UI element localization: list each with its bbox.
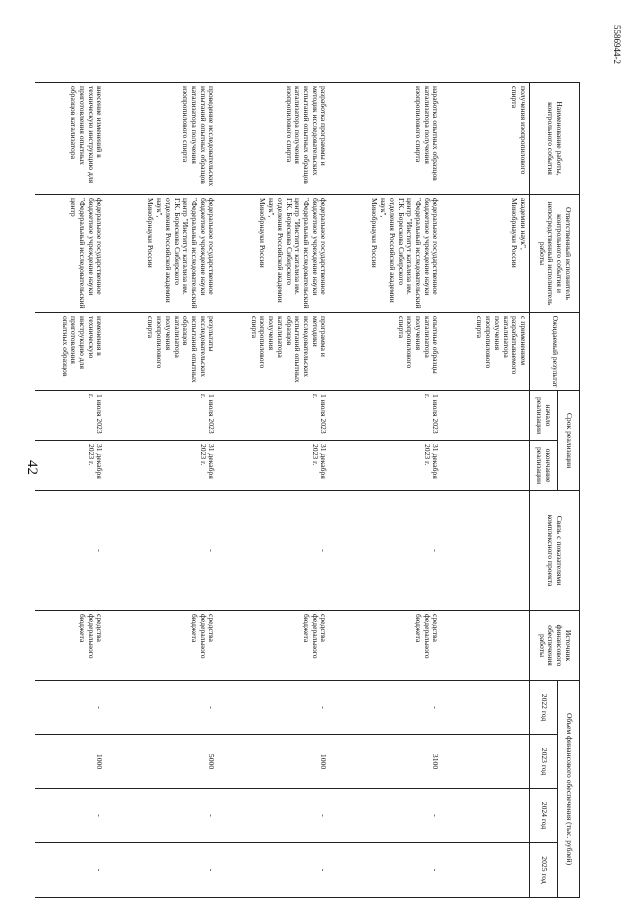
cell-2022: -	[330, 681, 442, 735]
cell-name: получения изопропилового спирта	[442, 83, 530, 195]
cell-2022: -	[218, 681, 330, 735]
header-2023: 2023 год	[530, 735, 558, 789]
cell-source: средства федерального бюджета	[106, 611, 218, 681]
cell-name: разработка программы и методик исследовательских испытаний опытных образцов катализатора получения изопропилового спирта	[218, 83, 330, 195]
cell-2025: -	[36, 843, 106, 898]
header-2022: 2022 год	[530, 681, 558, 735]
cell-result: результаты исследовательских испытаний опытных образцов катализатора получения изопропилового спирта	[106, 313, 218, 391]
cell-end: 31 декабря 2023 г.	[106, 441, 218, 491]
header-funding: Объем финансового обеспечения (тыс. рублей)	[558, 681, 580, 898]
cell-start: 1 июля 2023 г.	[218, 391, 330, 441]
cell-result: с применением разрабатываемого катализатора получения изопропилового спирта	[442, 313, 530, 391]
cell-source	[442, 611, 530, 681]
cell-end: 31 декабря 2023 г.	[330, 441, 442, 491]
cell-result: программа и методики исследовательских испытаний опытных образцов катализатора получения изопропилового спирта	[218, 313, 330, 391]
cell-2023: 1000	[218, 735, 330, 789]
cell-responsible: федеральное государственное бюджетное учреждение науки "Федеральный исследовательский центр "Институт катализа им. Г.К. Борескова Сибирского отделения Российской академии наук", Минобрнауки России	[218, 195, 330, 313]
cell-start: 1 июля 2023 г.	[36, 391, 106, 441]
cell-2023: 3100	[330, 735, 442, 789]
cell-2024: -	[106, 789, 218, 843]
cell-link: -	[36, 491, 106, 611]
cell-link: -	[330, 491, 442, 611]
table-header	[530, 83, 580, 898]
cell-result: изменения в техническую инструкцию для приготовления опытных образцов	[36, 313, 106, 391]
cell-source: средства федерального бюджета	[330, 611, 442, 681]
cell-2023	[442, 735, 530, 789]
cell-responsible: академии наук", Минобрнауки России	[442, 195, 530, 313]
cell-2025: -	[330, 843, 442, 898]
header-link: Связь с показателями комплексного проекта	[530, 491, 580, 611]
header-period: Срок реализации	[558, 391, 580, 491]
header-end: окончание реализации	[530, 441, 558, 491]
cell-source: средства федерального бюджета	[218, 611, 330, 681]
cell-start: 1 июля 2023 г.	[106, 391, 218, 441]
header-start: начало реализации	[530, 391, 558, 441]
cell-end: 31 декабря 2023 г.	[36, 441, 106, 491]
plan-table	[36, 82, 581, 898]
cell-2024	[442, 789, 530, 843]
cell-end	[442, 441, 530, 491]
cell-name: наработка опытных образцов катализатора получения изопропилового спирта	[330, 83, 442, 195]
table-row	[106, 83, 218, 898]
header-2024: 2024 год	[530, 789, 558, 843]
header-2025: 2025 год	[530, 843, 558, 898]
cell-2023: 1000	[36, 735, 106, 789]
cell-link: -	[218, 491, 330, 611]
header-responsible: Ответственный исполнитель контрольного события и непосредственный исполнитель работы	[530, 195, 580, 313]
cell-start: 1 июля 2023 г.	[330, 391, 442, 441]
cell-2022: -	[106, 681, 218, 735]
cell-2022: -	[36, 681, 106, 735]
cell-responsible: федеральное государственное бюджетное учреждение науки "Федеральный исследовательский центр "Институт катализа им. Г.К. Борескова Сибирского отделения Российской академии наук", Минобрнауки России	[106, 195, 218, 313]
cell-link	[442, 491, 530, 611]
cell-2025: -	[106, 843, 218, 898]
header-source: Источник финансового обеспечения работы	[530, 611, 580, 681]
cell-source: средства федерального бюджета	[36, 611, 106, 681]
cell-2025	[442, 843, 530, 898]
header-result: Ожидаемый результат	[530, 313, 580, 391]
cell-end: 31 декабря 2023 г.	[218, 441, 330, 491]
document-id: 5586944-2	[612, 25, 622, 64]
cell-responsible: федеральное государственное бюджетное учреждение науки "Федеральный исследовательский центр	[36, 195, 106, 313]
cell-2024: -	[218, 789, 330, 843]
table-row	[36, 83, 106, 898]
cell-2024: -	[36, 789, 106, 843]
header-name: Наименование работы, контрольного события	[530, 83, 580, 195]
table-row	[218, 83, 330, 898]
cell-responsible: федеральное государственное бюджетное учреждение науки "Федеральный исследовательский центр "Институт катализа им. Г.К. Борескова Сибирского отделения Российской академии наук", Минобрнауки России	[330, 195, 442, 313]
cell-2023: 5000	[106, 735, 218, 789]
cell-name: проведение исследовательских испытаний опытных образцов катализатора получения изопропилового спирта	[106, 83, 218, 195]
cell-name: внесение изменений в техническую инструкцию для приготовления опытных образцов катализатора	[36, 83, 106, 195]
cell-2025: -	[218, 843, 330, 898]
table-row	[330, 83, 442, 898]
cell-start	[442, 391, 530, 441]
cell-link: -	[106, 491, 218, 611]
cell-result: опытные образцы катализатора получения изопропилового спирта	[330, 313, 442, 391]
cell-2024: -	[330, 789, 442, 843]
cell-2022	[442, 681, 530, 735]
page-number: 42	[24, 460, 40, 475]
table-row	[442, 83, 530, 898]
